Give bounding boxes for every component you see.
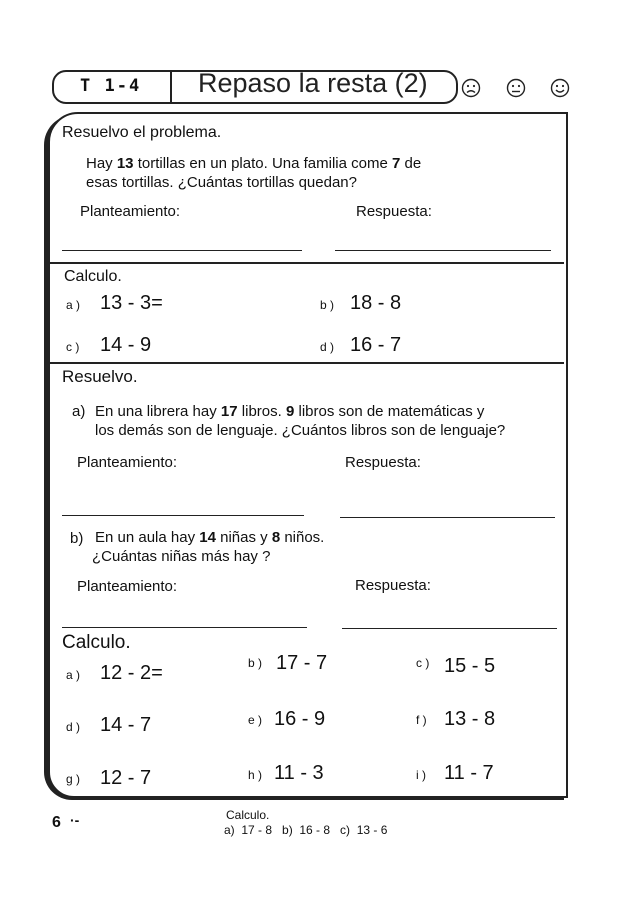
header-divider bbox=[170, 70, 172, 104]
calc1-letter-b: b ) bbox=[320, 298, 335, 312]
calc1-title: Calculo. bbox=[64, 268, 122, 285]
footer-calc-title: Calculo. bbox=[226, 808, 270, 822]
respuesta-label: Respuesta: bbox=[345, 454, 421, 471]
problem1-line1: Hay 13 tortillas en un plato. Una familia come 7 de bbox=[86, 155, 422, 172]
calc2-letter-e: e ) bbox=[248, 713, 263, 727]
calc2-letter-h: h ) bbox=[248, 768, 263, 782]
calc2-letter-f: f ) bbox=[416, 713, 427, 727]
respuesta-answer-line[interactable] bbox=[342, 628, 557, 629]
problem-b-line1: En un aula hay 14 niñas y 8 niños. bbox=[95, 529, 325, 546]
calc2-expr-i: 11 - 7 bbox=[444, 762, 494, 784]
calc2-expr-b: 17 - 7 bbox=[276, 652, 328, 674]
calc1-expr-b: 18 - 8 bbox=[350, 292, 402, 314]
page-number: 6 bbox=[52, 814, 61, 831]
planteamiento-answer-line[interactable] bbox=[62, 515, 304, 516]
planteamiento-label: Planteamiento: bbox=[77, 454, 178, 471]
lesson-code: T 1-4 bbox=[80, 76, 142, 96]
resuelvo-title: Resuelvo. bbox=[62, 367, 138, 386]
section-divider bbox=[50, 362, 564, 364]
calc1-letter-c: c ) bbox=[66, 340, 80, 354]
problem-b-line2: ¿Cuántas niñas más hay ? bbox=[92, 548, 271, 565]
calc2-expr-f: 13 - 8 bbox=[444, 708, 496, 730]
calc2-expr-e: 16 - 9 bbox=[274, 708, 326, 730]
section-divider bbox=[50, 262, 564, 264]
calc2-expr-g: 12 - 7 bbox=[100, 767, 152, 789]
problem-a-line2: los demás son de lenguaje. ¿Cuántos libros son de lenguaje? bbox=[95, 422, 506, 439]
happy-face-icon[interactable] bbox=[550, 78, 570, 98]
problem-b-letter: b) bbox=[70, 530, 84, 547]
calc2-letter-a: a ) bbox=[66, 668, 81, 682]
calc1-expr-a: 13 - 3= bbox=[100, 292, 163, 314]
problem-a-line1: En una librera hay 17 libros. 9 libros son de matemáticas y bbox=[95, 403, 485, 420]
calc2-expr-c: 15 - 5 bbox=[444, 655, 496, 677]
planteamiento-label: Planteamiento: bbox=[77, 578, 178, 595]
page-mark: ·- bbox=[70, 812, 80, 828]
calc1-expr-d: 16 - 7 bbox=[350, 334, 402, 356]
calc1-expr-c: 14 - 9 bbox=[100, 334, 152, 356]
calc2-expr-h: 11 - 3 bbox=[274, 762, 324, 784]
calc1-letter-d: d ) bbox=[320, 340, 335, 354]
calc2-letter-g: g ) bbox=[66, 772, 81, 786]
sad-face-icon[interactable] bbox=[461, 78, 481, 98]
planteamiento-answer-line[interactable] bbox=[62, 627, 307, 628]
page-title: Repaso la resta (2) bbox=[198, 68, 428, 98]
calc2-expr-a: 12 - 2= bbox=[100, 662, 163, 684]
respuesta-answer-line[interactable] bbox=[340, 517, 555, 518]
footer-calc-line: a) 17 - 8 b) 16 - 8 c) 13 - 6 bbox=[224, 823, 388, 837]
respuesta-answer-line[interactable] bbox=[335, 250, 551, 251]
respuesta-label: Respuesta: bbox=[355, 577, 431, 594]
planteamiento-label: Planteamiento: bbox=[80, 203, 181, 220]
instruction-problem: Resuelvo el problema. bbox=[62, 124, 222, 141]
calc2-letter-c: c ) bbox=[416, 656, 430, 670]
planteamiento-answer-line[interactable] bbox=[62, 250, 302, 251]
calc2-letter-i: i ) bbox=[416, 768, 426, 782]
calc2-expr-d: 14 - 7 bbox=[100, 714, 152, 736]
problem1-line2: esas tortillas. ¿Cuántas tortillas quedan? bbox=[86, 174, 357, 191]
calc2-letter-d: d ) bbox=[66, 720, 81, 734]
calc2-letter-b: b ) bbox=[248, 656, 263, 670]
calc1-letter-a: a ) bbox=[66, 298, 81, 312]
problem-a-letter: a) bbox=[72, 403, 86, 420]
calc2-title: Calculo. bbox=[62, 632, 131, 653]
respuesta-label: Respuesta: bbox=[356, 203, 432, 220]
neutral-face-icon[interactable] bbox=[506, 78, 526, 98]
